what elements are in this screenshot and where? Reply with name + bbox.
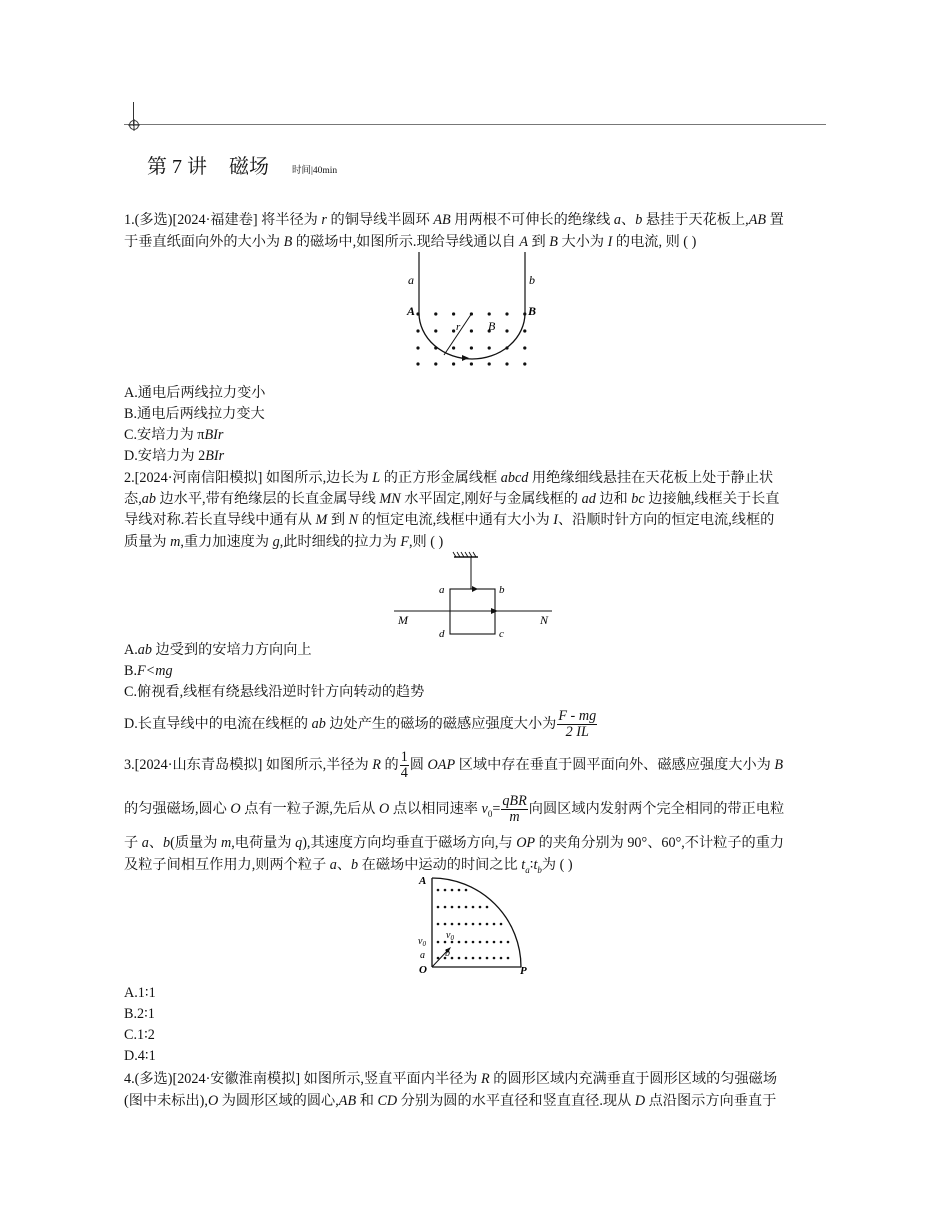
q2-line-1: 2.[2024·河南信阳模拟] 如图所示,边长为 L 的正方形金属线框 abcd 用绝缘细线悬挂在天花板上处于静止状 — [124, 470, 774, 486]
q4-line-1: 4.(多选)[2024·安徽淮南模拟] 如图所示,竖直平面内半径为 R 的圆形区域内充满垂直于圆形区域的匀强磁场 — [124, 1071, 778, 1087]
time-limit: 时间|40min — [292, 166, 338, 176]
field-dot — [451, 906, 454, 909]
q1-figure — [398, 252, 548, 372]
q2-label-a: a — [439, 584, 445, 596]
field-dot — [523, 346, 526, 349]
q2-figure — [394, 548, 559, 642]
field-dot — [452, 346, 455, 349]
q1-label-r: r — [456, 321, 461, 333]
q1-label-B: B — [528, 304, 537, 318]
field-dot — [465, 923, 468, 926]
lecture-number: 第 7 讲 — [147, 156, 207, 178]
q2-option-b[interactable]: B.F<mg — [124, 663, 173, 679]
field-dot — [488, 362, 491, 365]
field-dot — [416, 329, 419, 332]
q1-line-2: 于垂直纸面向外的大小为 B 的磁场中,如图所示.现给导线通以自 A 到 B 大小为 I 的电流, 则 ( ) — [124, 234, 697, 250]
field-dot — [451, 889, 454, 892]
field-dot — [434, 312, 437, 315]
target-icon — [127, 118, 141, 132]
field-dot — [488, 346, 491, 349]
field-dot — [472, 941, 475, 944]
q3-line-4: 及粒子间相互作用力,则两个粒子 a、b 在磁场中运动的时间之比 $t_a∶t_b$为 ( ) — [124, 857, 573, 875]
field-dot — [479, 941, 482, 944]
q1-label-field: B — [488, 319, 496, 333]
q1-field-dots — [416, 312, 526, 365]
field-dot — [416, 346, 419, 349]
field-dot — [416, 362, 419, 365]
field-dot — [493, 941, 496, 944]
q3-label-a: a — [420, 950, 425, 961]
field-dot — [479, 906, 482, 909]
field-dot — [437, 889, 440, 892]
q3-line-2: 的匀强磁场,圆心 O 点有一粒子源,先后从 O 点以相同速率 $v_0=$ $\frac{\text{qBR}}{m}$ 向圆区域内发射两个完全相同的带正电粒 — [124, 793, 785, 826]
field-dot — [451, 957, 454, 960]
field-dot — [458, 941, 461, 944]
lecture-title — [147, 154, 269, 180]
field-dot — [500, 923, 503, 926]
field-dot — [470, 329, 473, 332]
field-dot — [444, 923, 447, 926]
field-dot — [523, 329, 526, 332]
field-dot — [458, 889, 461, 892]
q3-option-d[interactable]: D.4∶1 — [124, 1048, 156, 1064]
field-dot — [437, 923, 440, 926]
q3-option-a[interactable]: A.1∶1 — [124, 985, 156, 1001]
q3-label-v0-left: $v_0$ — [418, 936, 426, 948]
field-dot — [488, 312, 491, 315]
q3-line-1: 3.[2024·山东青岛模拟] 如图所示,半径为 R 的 $\frac{1}{4}$ 圆 OAP 区域中存在垂直于圆平面向外、磁感应强度大小为 B — [124, 749, 784, 782]
field-dot — [479, 923, 482, 926]
q1-label-A: A — [407, 304, 416, 318]
field-dot — [486, 941, 489, 944]
field-dot — [470, 346, 473, 349]
q3-label-P: P — [520, 965, 527, 977]
field-dot — [451, 923, 454, 926]
q3-label-A: A — [419, 875, 427, 887]
q2-label-b: b — [499, 584, 505, 596]
field-dot — [505, 329, 508, 332]
field-dot — [452, 312, 455, 315]
field-dot — [505, 312, 508, 315]
field-dot — [465, 889, 468, 892]
q4-line-2: (图中未标出),O 为圆形区域的圆心,AB 和 CD 分别为圆的水平直径和竖直直径.现从 D 点沿图示方向垂直于 — [124, 1093, 777, 1109]
q3-label-b: b — [445, 948, 450, 959]
q3-option-b[interactable]: B.2∶1 — [124, 1006, 155, 1022]
field-dot — [437, 906, 440, 909]
header-rule — [124, 124, 826, 125]
field-dot — [486, 923, 489, 926]
q3-speed-fraction: $\frac{\text{qBR}}{m}$ — [502, 793, 527, 826]
field-dot — [470, 362, 473, 365]
field-dot — [434, 362, 437, 365]
q3-label-O: O — [419, 964, 427, 976]
field-dot — [493, 957, 496, 960]
q3-label-v0-right: $v_0$ — [446, 930, 454, 942]
q1-option-c[interactable]: C.安培力为 πBIr — [124, 427, 224, 443]
field-dot — [507, 941, 510, 944]
q2-fraction: $\frac{F - mg}{2 IL}$ — [558, 708, 597, 741]
q2-label-M: M — [398, 613, 408, 627]
field-dot — [458, 957, 461, 960]
q1-label-b: b — [529, 273, 535, 287]
q1-option-d[interactable]: D.安培力为 2BIr — [124, 448, 225, 464]
field-dot — [444, 941, 447, 944]
q2-option-d[interactable]: D.长直导线中的电流在线框的 ab 边处产生的磁场的磁感应强度大小为 $\frac{F - mg}{2 IL}$ — [124, 708, 597, 741]
q1-option-b[interactable]: B.通电后两线拉力变大 — [124, 406, 265, 422]
q3-line-3: 子 a、b(质量为 m,电荷量为 q),其速度方向均垂直于磁场方向,与 OP 的夹角分别为 90°、60°,不计粒子的重力 — [124, 835, 785, 851]
field-dot — [472, 957, 475, 960]
q2-option-c[interactable]: C.俯视看,线框有绕悬线沿逆时针方向转动的趋势 — [124, 684, 425, 700]
q3-quarter-fraction: $\frac{1}{4}$ — [400, 749, 408, 782]
field-dot — [472, 906, 475, 909]
field-dot — [486, 957, 489, 960]
field-dot — [500, 941, 503, 944]
field-dot — [500, 957, 503, 960]
field-dot — [465, 906, 468, 909]
field-dot — [458, 906, 461, 909]
field-dot — [523, 362, 526, 365]
q2-line-3: 导线对称.若长直导线中通有从 M 到 N 的恒定电流,线框中通有大小为 I、沿顺时针方向的恒定电流,线框的 — [124, 512, 775, 528]
q3-option-c[interactable]: C.1∶2 — [124, 1027, 155, 1043]
field-dot — [507, 957, 510, 960]
q1-label-a: a — [408, 273, 414, 287]
q1-line-1: 1.(多选)[2024·福建卷] 将半径为 r 的铜导线半圆环 AB 用两根不可伸长的绝缘线 a、b 悬挂于天花板上,AB 置 — [124, 212, 784, 228]
field-dot — [505, 362, 508, 365]
field-dot — [444, 889, 447, 892]
q2-label-N: N — [540, 613, 549, 627]
q2-option-a[interactable]: A.ab 边受到的安培力方向向上 — [124, 642, 312, 658]
field-dot — [472, 923, 475, 926]
q2-line-2: 态,ab 边水平,带有绝缘层的长直金属导线 MN 水平固定,刚好与金属线框的 ad 边和 bc 边接触,线框关于长直 — [124, 491, 780, 507]
field-dot — [465, 957, 468, 960]
q3-figure — [414, 872, 539, 978]
field-dot — [458, 923, 461, 926]
q1-option-a[interactable]: A.通电后两线拉力变小 — [124, 385, 266, 401]
field-dot — [465, 941, 468, 944]
field-dot — [452, 362, 455, 365]
field-dot — [437, 957, 440, 960]
field-dot — [437, 941, 440, 944]
field-dot — [493, 923, 496, 926]
field-dot — [434, 329, 437, 332]
q2-line-4: 质量为 m,重力加速度为 g,此时细线的拉力为 F,则 ( ) — [124, 534, 444, 550]
q2-label-c: c — [499, 628, 504, 640]
field-dot — [479, 957, 482, 960]
field-dot — [486, 906, 489, 909]
q2-label-d: d — [439, 628, 445, 640]
field-dot — [452, 329, 455, 332]
field-dot — [444, 906, 447, 909]
lecture-topic: 磁场 — [229, 156, 269, 178]
